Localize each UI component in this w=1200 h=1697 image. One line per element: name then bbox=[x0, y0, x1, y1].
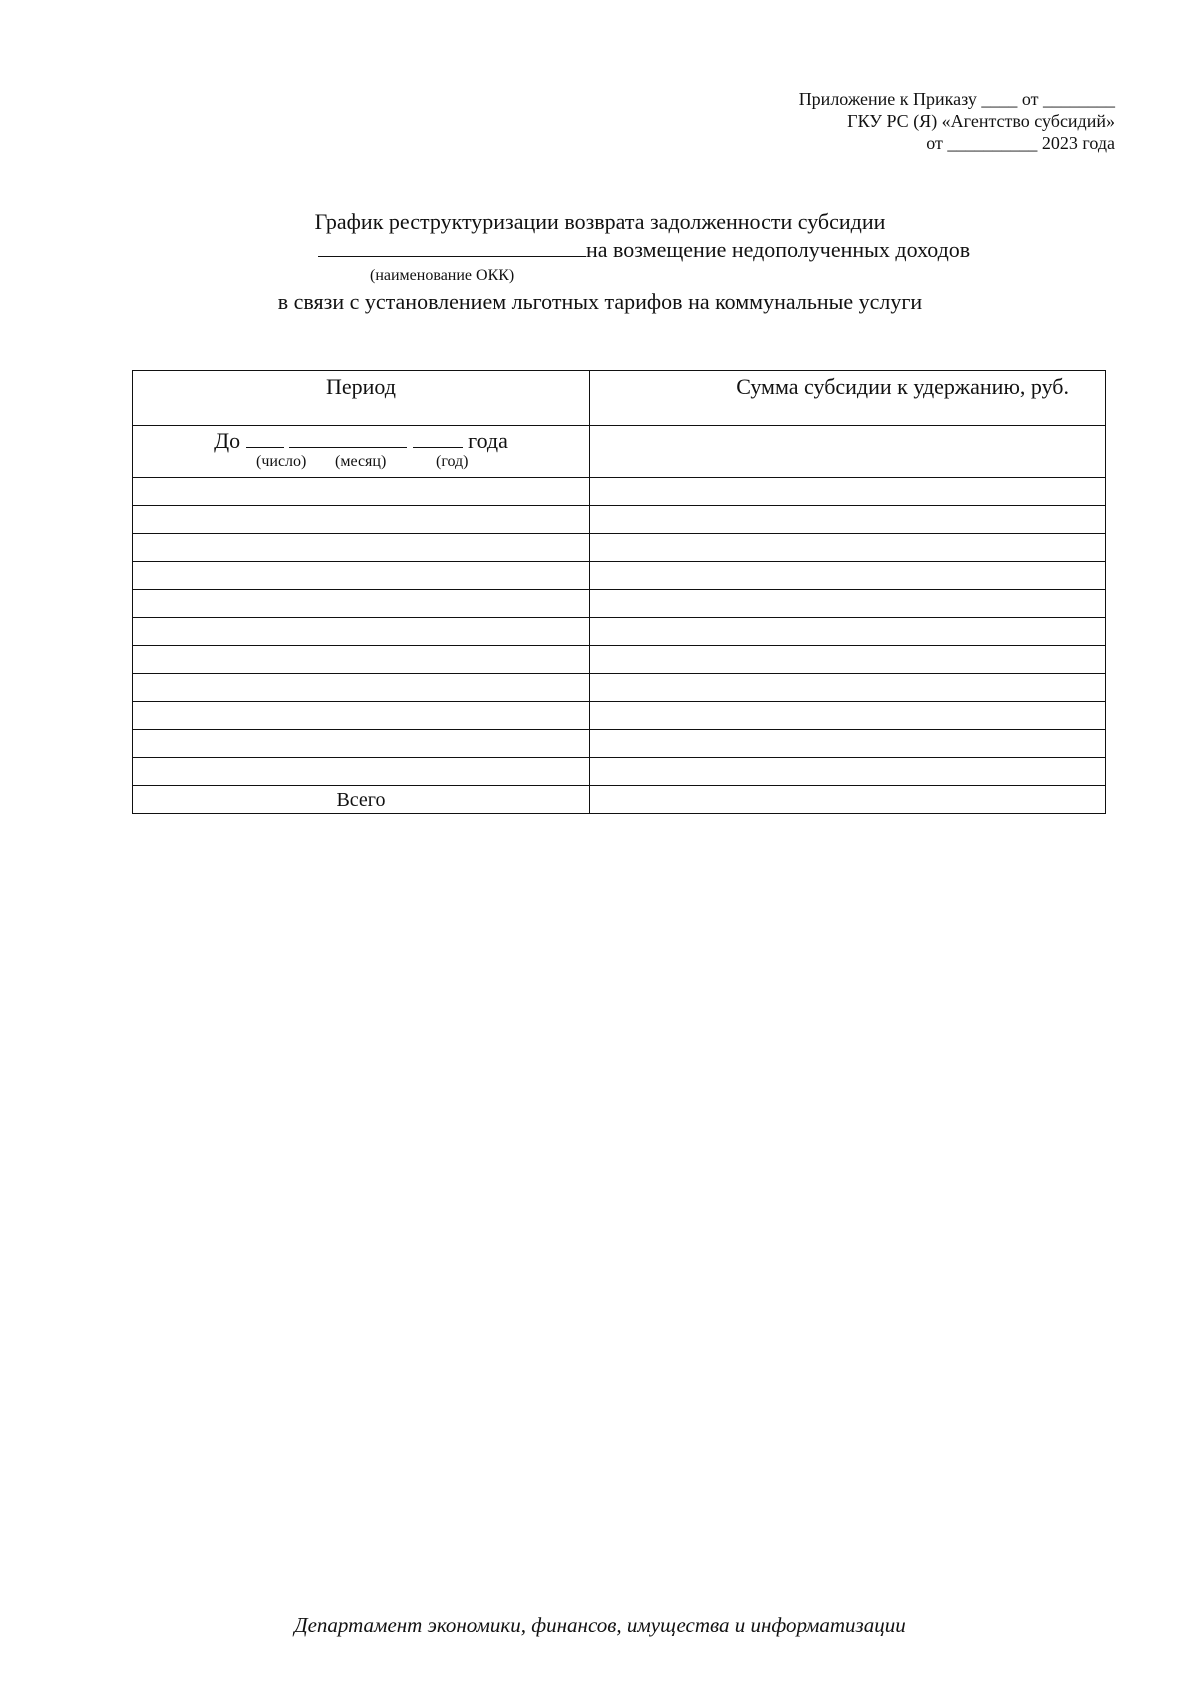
year-blank[interactable] bbox=[413, 428, 463, 448]
sum-cell[interactable] bbox=[590, 478, 1106, 506]
table-row bbox=[133, 534, 1106, 562]
table-row bbox=[133, 758, 1106, 786]
okk-name-blank[interactable] bbox=[318, 236, 586, 257]
sum-cell[interactable] bbox=[590, 534, 1106, 562]
day-caption: (число) bbox=[256, 453, 307, 470]
table-row bbox=[133, 478, 1106, 506]
period-cell[interactable] bbox=[133, 674, 590, 702]
year-caption: (год) bbox=[436, 453, 469, 470]
okk-name-caption: (наименование ОКК) bbox=[370, 267, 515, 284]
date-suffix: года bbox=[468, 428, 508, 453]
table-row bbox=[133, 702, 1106, 730]
total-label: Всего bbox=[133, 786, 590, 814]
sum-cell[interactable] bbox=[590, 506, 1106, 534]
period-cell[interactable] bbox=[133, 478, 590, 506]
total-row bbox=[133, 786, 1106, 814]
sum-cell[interactable] bbox=[590, 758, 1106, 786]
document-title-line-1: График реструктуризации возврата задолженности субсидии bbox=[314, 209, 886, 234]
sum-cell[interactable] bbox=[590, 618, 1106, 646]
deadline-date-row bbox=[133, 426, 1106, 478]
period-cell[interactable] bbox=[133, 562, 590, 590]
agency-line: ГКУ РС (Я) «Агентство субсидий» bbox=[847, 111, 1115, 131]
sum-cell[interactable] bbox=[590, 730, 1106, 758]
deadline-date-cell bbox=[133, 426, 590, 478]
table-header-row bbox=[133, 371, 1106, 426]
document-title-line-3: в связи с установлением льготных тарифов на коммунальные услуги bbox=[277, 289, 923, 314]
table-row bbox=[133, 506, 1106, 534]
sum-cell[interactable] bbox=[590, 562, 1106, 590]
restructuring-schedule-table bbox=[132, 370, 1106, 814]
total-sum-cell[interactable] bbox=[590, 786, 1106, 814]
sum-cell[interactable] bbox=[590, 674, 1106, 702]
department-footer: Департамент экономики, финансов, имущества и информатизации bbox=[294, 1613, 906, 1637]
title-line-2-text: на возмещение недополученных доходов bbox=[586, 237, 971, 262]
period-cell[interactable] bbox=[133, 758, 590, 786]
month-blank[interactable] bbox=[289, 428, 407, 448]
period-cell[interactable] bbox=[133, 646, 590, 674]
period-cell[interactable] bbox=[133, 506, 590, 534]
deadline-sum-cell[interactable] bbox=[590, 426, 1106, 478]
sum-cell[interactable] bbox=[590, 702, 1106, 730]
table-row bbox=[133, 646, 1106, 674]
period-cell[interactable] bbox=[133, 590, 590, 618]
date-prefix: До bbox=[214, 428, 241, 453]
sum-column-header: Сумма субсидии к удержанию, руб. bbox=[590, 371, 1106, 426]
date-line: от __________ 2023 года bbox=[926, 133, 1115, 153]
period-cell[interactable] bbox=[133, 534, 590, 562]
period-cell[interactable] bbox=[133, 618, 590, 646]
month-caption: (месяц) bbox=[335, 453, 387, 470]
period-cell[interactable] bbox=[133, 702, 590, 730]
table-row bbox=[133, 674, 1106, 702]
order-appendix-header bbox=[595, 88, 1115, 154]
sum-cell[interactable] bbox=[590, 646, 1106, 674]
day-blank[interactable] bbox=[246, 428, 284, 448]
appendix-line: Приложение к Приказу ____ от ________ bbox=[798, 89, 1115, 109]
period-column-header: Период bbox=[133, 371, 590, 426]
document-title-line-2 bbox=[318, 236, 970, 264]
period-cell[interactable] bbox=[133, 730, 590, 758]
table-row bbox=[133, 562, 1106, 590]
table-row bbox=[133, 590, 1106, 618]
table-row bbox=[133, 730, 1106, 758]
table-row bbox=[133, 618, 1106, 646]
sum-cell[interactable] bbox=[590, 590, 1106, 618]
